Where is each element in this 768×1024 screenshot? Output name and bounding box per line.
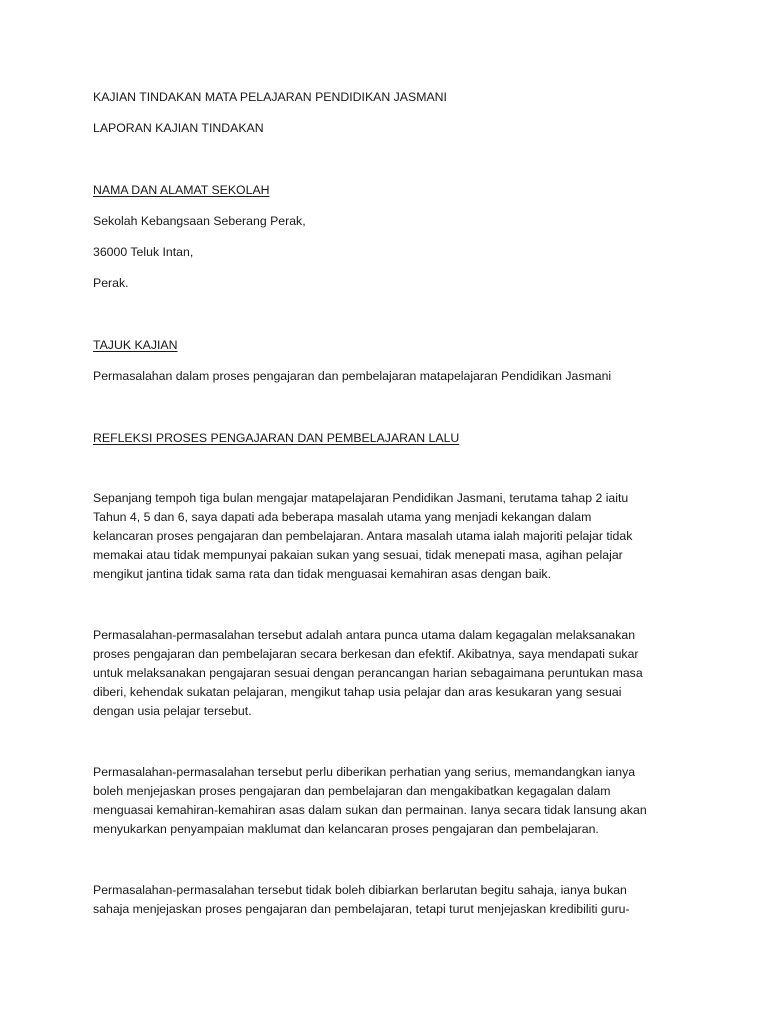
paragraph-line: boleh menjejaskan proses pengajaran dan pembelajaran dan mengakibatkan kegagalan dalam — [93, 784, 611, 798]
school-postcode-city: 36000 Teluk Intan, — [93, 245, 194, 259]
paragraph-2 — [93, 626, 683, 721]
paragraph-line: kelancaran proses pengajaran dan pembelajaran. Antara masalah utama ialah majoriti pelajar tidak — [93, 529, 633, 543]
paragraph-line: proses pengajaran dan pembelajaran secara berkesan dan efektif. Akibatnya, saya mendapati sukar — [93, 647, 639, 661]
paragraph-1 — [93, 489, 683, 584]
paragraph-line: menyukarkan penyampaian maklumat dan kelancaran proses pengajaran dan pembelajaran. — [93, 822, 599, 836]
paragraph-line: Permasalahan-permasalahan tersebut adalah antara punca utama dalam kegagalan melaksanakan — [93, 628, 636, 642]
school-name: Sekolah Kebangsaan Seberang Perak, — [93, 214, 306, 228]
paragraph-line: menguasai kemahiran-kemahiran asas dalam sukan dan permainan. Ianya secara tidak lansung akan — [93, 803, 647, 817]
paragraph-line: Sepanjang tempoh tiga bulan mengajar matapelajaran Pendidikan Jasmani, terutama tahap 2 iaitu — [93, 491, 629, 505]
school-heading: NAMA DAN ALAMAT SEKOLAH — [93, 183, 270, 197]
topic-text: Permasalahan dalam proses pengajaran dan pembelajaran matapelajaran Pendidikan Jasmani — [93, 369, 612, 383]
school-state: Perak. — [93, 276, 129, 290]
paragraph-line: mengikut jantina tidak sama rata dan tidak menguasai kemahiran asas dengan baik. — [93, 567, 551, 581]
paragraph-line: diberi, kehendak sukatan pelajaran, mengikut tahap usia pelajar dan aras kesukaran yang sesuai — [93, 685, 622, 699]
paragraph-3 — [93, 763, 683, 839]
paragraph-line: untuk melaksanakan pengajaran sesuai dengan perancangan harian sebagaimana peruntukan masa — [93, 666, 643, 680]
document-subtitle: LAPORAN KAJIAN TINDAKAN — [93, 121, 264, 135]
topic-heading: TAJUK KAJIAN — [93, 338, 178, 352]
reflection-heading: REFLEKSI PROSES PENGAJARAN DAN PEMBELAJARAN LALU — [93, 431, 460, 445]
document-title: KAJIAN TINDAKAN MATA PELAJARAN PENDIDIKAN JASMANI — [93, 90, 447, 104]
paragraph-line: Permasalahan-permasalahan tersebut tidak boleh dibiarkan berlarutan begitu sahaja, ianya bukan — [93, 883, 627, 897]
paragraph-line: Permasalahan-permasalahan tersebut perlu diberikan perhatian yang serius, memandangkan ianya — [93, 765, 636, 779]
paragraph-line: dengan usia pelajar tersebut. — [93, 704, 252, 718]
paragraph-4 — [93, 881, 683, 919]
paragraph-line: Tahun 4, 5 dan 6, saya dapati ada beberapa masalah utama yang menjadi kekangan dalam — [93, 510, 592, 524]
paragraph-line: memakai atau tidak mempunyai pakaian sukan yang sesuai, tidak menepati masa, agihan pelajar — [93, 548, 623, 562]
paragraph-line: sahaja menjejaskan proses pengajaran dan pembelajaran, tetapi turut menjejaskan kredibiliti guru- — [93, 902, 630, 916]
